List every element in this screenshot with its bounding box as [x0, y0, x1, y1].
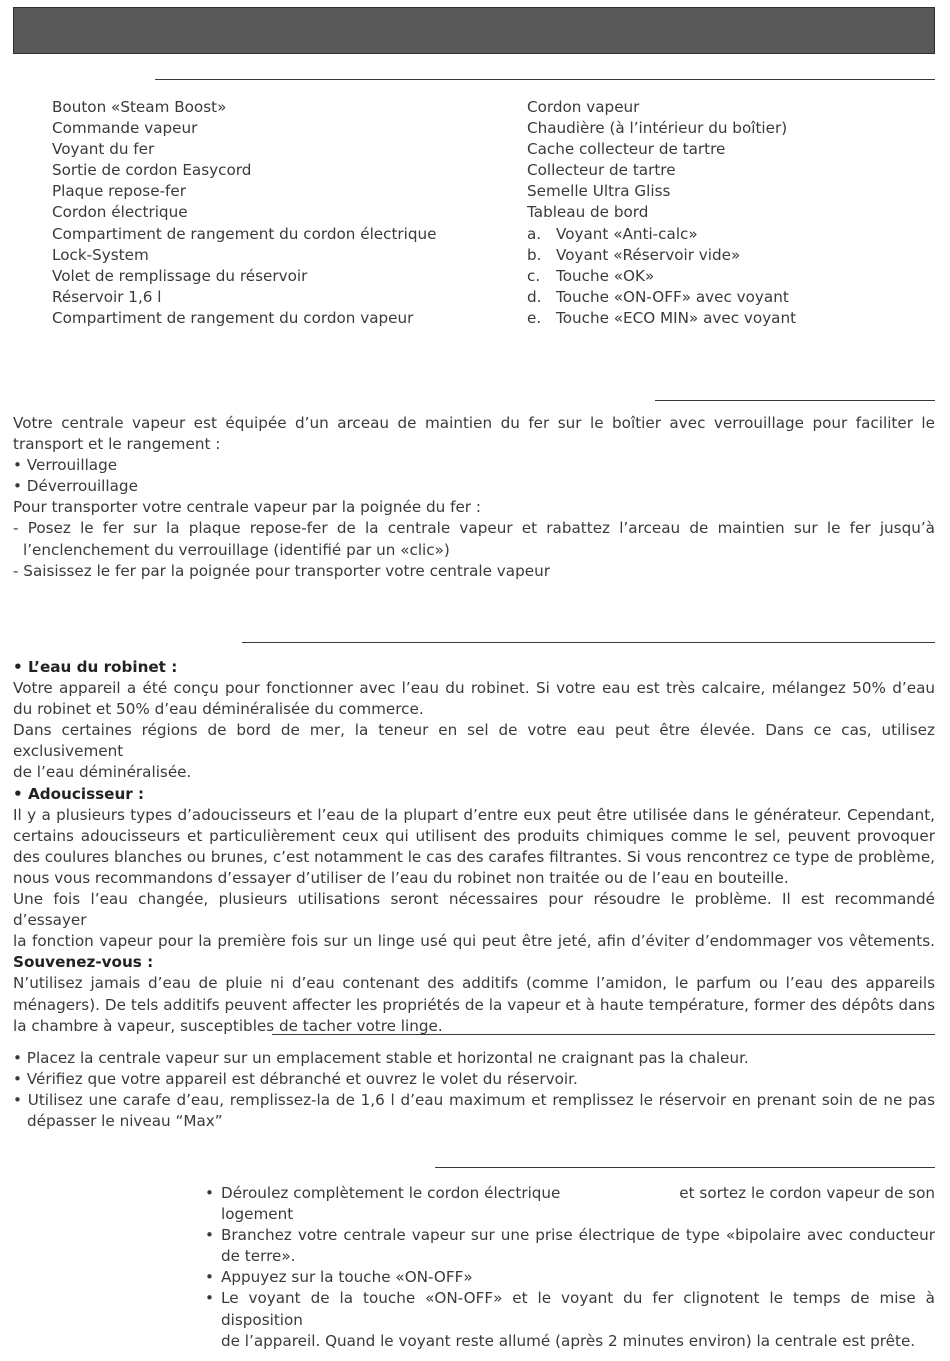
list-item: Commande vapeur — [52, 119, 198, 138]
list-item: Cordon électrique — [52, 203, 188, 222]
paragraph-line: certains adoucisseurs et particulièrement ceux qui utilisent des produits chimiques comme le sel, peuvent provoquer — [13, 826, 935, 845]
subitem-letter: d. — [527, 287, 542, 306]
bullet-text-right: et sortez le cordon vapeur de son — [679, 1184, 935, 1202]
bullet: • — [205, 1289, 214, 1308]
list-item: Compartiment de rangement du cordon vapeur — [52, 308, 414, 327]
water-section — [13, 657, 935, 1037]
bullet-line: Le voyant de la touche «ON-OFF» et le voyant du fer clignotent le temps de mise à disposition — [221, 1289, 935, 1329]
bullet-item — [205, 1183, 935, 1225]
bullet-line — [221, 1183, 935, 1204]
dash-item-continuation: l’enclenchement du verrouillage (identifié par un «clic») — [23, 540, 450, 559]
bullet: • — [205, 1226, 214, 1245]
paragraph-line: N’utilisez jamais d’eau de pluie ni d’eau contenant des additifs (comme l’amidon, le parfum ou l’eau des appareils — [13, 974, 935, 993]
list-subitem — [527, 224, 796, 245]
list-item: Lock-System — [52, 245, 149, 264]
bullet-line: logement — [221, 1205, 294, 1224]
bullet-item: • Utilisez une carafe d’eau, remplissez-la de 1,6 l d’eau maximum et remplissez le réservoir en prenant soin de ne pas — [13, 1091, 935, 1110]
list-item: Voyant du fer — [52, 140, 155, 159]
bullet-text-left: Déroulez complètement le cordon électrique — [221, 1184, 561, 1202]
lock-section — [13, 413, 935, 582]
list-subitem — [527, 287, 796, 308]
power-section — [205, 1183, 935, 1352]
bullet-item: • Déverrouillage — [13, 477, 138, 496]
bullet-item — [205, 1267, 935, 1288]
paragraph-line: ménagers). De tels additifs peuvent affecter les propriétés de la vapeur et à haute température, former des dépôts dans — [13, 995, 935, 1014]
subheading: • Adoucisseur : — [13, 784, 145, 803]
list-subitem — [527, 266, 796, 287]
subitem-text: Touche «ECO MIN» avec voyant — [556, 308, 797, 327]
list-item: Réservoir 1,6 l — [52, 287, 162, 306]
subitem-text: Touche «OK» — [556, 266, 655, 285]
parts-list-left — [52, 97, 437, 329]
bullet-item — [205, 1288, 935, 1351]
subitem-text: Touche «ON-OFF» avec voyant — [556, 287, 789, 306]
bullet-line: de terre». — [221, 1247, 296, 1266]
paragraph-line: nous vous recommandons d’essayer d’utiliser de l’eau du robinet non traitée ou de l’eau en bouteille. — [13, 868, 789, 887]
list-item: Cache collecteur de tartre — [527, 140, 726, 159]
subitem-letter: a. — [527, 224, 542, 243]
paragraph-line: Pour transporter votre centrale vapeur par la poignée du fer : — [13, 498, 481, 517]
bullet-line: Branchez votre centrale vapeur sur une prise électrique de type «bipolaire avec conducteur — [221, 1226, 935, 1245]
paragraph-line: de l’eau déminéralisée. — [13, 763, 192, 782]
dash-item: - Posez le fer sur la plaque repose-fer de la centrale vapeur et rabattez l’arceau de maintien sur le fer jusqu’à — [13, 519, 935, 538]
bullet-line: Appuyez sur la touche «ON-OFF» — [221, 1268, 473, 1287]
paragraph-line: Dans certaines régions de bord de mer, la teneur en sel de votre eau peut être élevée. Dans ce cas, utilisez exclusivement — [13, 721, 935, 761]
list-item: Compartiment de rangement du cordon électrique — [52, 224, 437, 243]
section-rule-2 — [655, 400, 935, 401]
subitem-text: Voyant «Anti-calc» — [556, 224, 698, 243]
subitem-letter: e. — [527, 308, 542, 327]
dash-item: - Saisissez le fer par la poignée pour transporter votre centrale vapeur — [13, 561, 550, 580]
paragraph-line: transport et le rangement : — [13, 435, 221, 454]
subitem-letter: c. — [527, 266, 541, 285]
list-subitem — [527, 245, 796, 266]
paragraph-line: la fonction vapeur pour la première fois sur un linge usé qui peut être jeté, afin d’éviter d’endommager vos vêtements. — [13, 932, 935, 951]
subheading: Souvenez-vous : — [13, 953, 154, 972]
paragraph-line: du robinet et 50% d’eau déminéralisée du commerce. — [13, 700, 424, 719]
bullet-item: • Verrouillage — [13, 456, 118, 475]
paragraph-line: Votre centrale vapeur est équipée d’un arceau de maintien du fer sur le boîtier avec verrouillage pour faciliter le — [13, 414, 935, 432]
list-item: Sortie de cordon Easycord — [52, 161, 252, 180]
parts-list-right — [527, 97, 796, 329]
list-item: Semelle Ultra Gliss — [527, 182, 671, 201]
bullet-line: de l’appareil. Quand le voyant reste allumé (après 2 minutes environ) la centrale est prête. — [221, 1331, 916, 1350]
subitem-letter: b. — [527, 245, 542, 264]
section-rule-5 — [435, 1167, 935, 1168]
bullet-item: • Placez la centrale vapeur sur un emplacement stable et horizontal ne craignant pas la chaleur. — [13, 1049, 749, 1067]
bullet-item — [205, 1225, 935, 1267]
fill-section — [13, 1048, 935, 1132]
bullet-item: • Vérifiez que votre appareil est débranché et ouvrez le volet du réservoir. — [13, 1070, 578, 1089]
paragraph-line: Votre appareil a été conçu pour fonctionner avec l’eau du robinet. Si votre eau est très calcaire, mélangez 50% d’eau — [13, 679, 935, 698]
list-item: Cordon vapeur — [527, 98, 640, 116]
list-item: Bouton «Steam Boost» — [52, 98, 227, 116]
list-item: Chaudière (à l’intérieur du boîtier) — [527, 119, 788, 138]
list-item: Tableau de bord — [527, 203, 649, 222]
section-rule-3 — [242, 642, 935, 643]
list-item: Volet de remplissage du réservoir — [52, 266, 308, 285]
list-item: Collecteur de tartre — [527, 161, 676, 180]
section-rule-4 — [272, 1034, 935, 1035]
list-subitem — [527, 308, 796, 329]
bullet: • — [205, 1184, 214, 1202]
paragraph-line: Une fois l’eau changée, plusieurs utilisations seront nécessaires pour résoudre le problème. Il est recommandé d’essayer — [13, 890, 935, 930]
paragraph-line: Il y a plusieurs types d’adoucisseurs et l’eau de la plupart d’entre eux peut être utilisée dans le générateur. Cependant, — [13, 805, 935, 824]
paragraph-line: la chambre à vapeur, susceptibles de tacher votre linge. — [13, 1016, 443, 1035]
bullet-item-continuation: dépasser le niveau “Max” — [27, 1112, 223, 1131]
section-rule-1 — [155, 79, 935, 80]
subitem-text: Voyant «Réservoir vide» — [556, 245, 741, 264]
bullet: • — [205, 1268, 214, 1287]
header-bar — [13, 7, 935, 54]
paragraph-line: des coulures blanches ou brunes, c’est notamment le cas des carafes filtrantes. Si vous rencontrez ce type de problème, — [13, 847, 935, 866]
list-item: Plaque repose-fer — [52, 182, 186, 201]
subheading: • L’eau du robinet : — [13, 658, 178, 676]
